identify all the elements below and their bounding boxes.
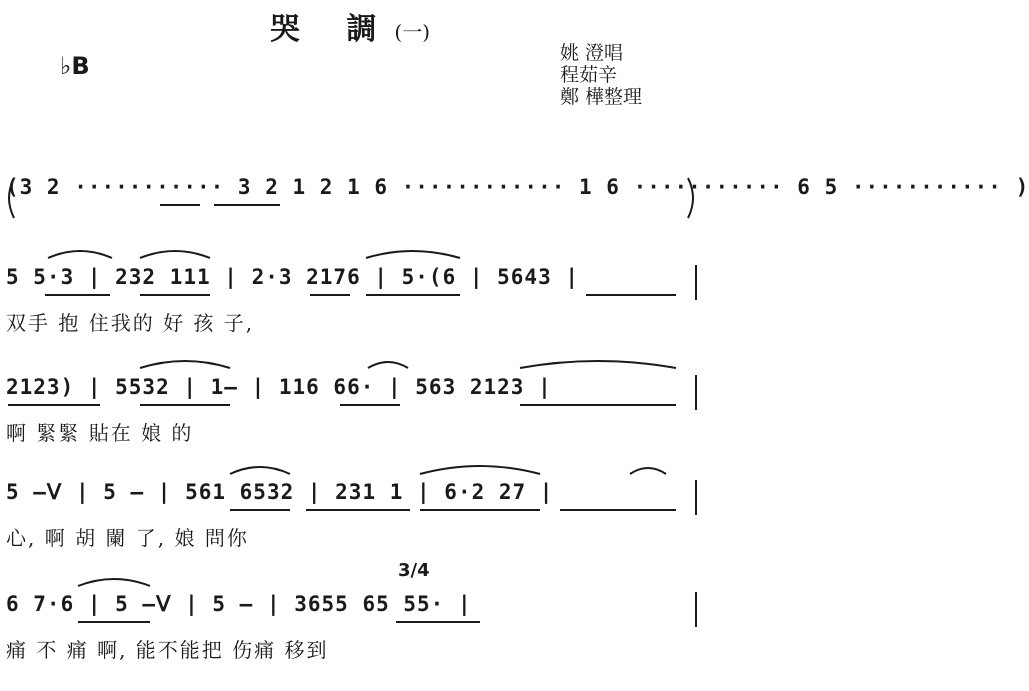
credit-arranger-1: 程茹辛 bbox=[560, 64, 618, 86]
intro-notes: (3 2 ··········· 3 2 1 2 1 6 ············ 1 6 ··········· 6 5 ··········· ) bbox=[6, 175, 1029, 199]
slur-mark bbox=[520, 361, 676, 368]
line-4-notes: 6 7·6 | 5 —ᐯ | 5 — | 3655 65 55· | bbox=[6, 592, 472, 616]
slur-mark bbox=[48, 251, 112, 258]
slur-mark bbox=[368, 362, 408, 368]
slur-mark bbox=[140, 361, 230, 368]
slur-mark bbox=[140, 251, 210, 258]
credit-arranger-2: 鄭 樺整理 bbox=[560, 86, 643, 108]
line-1-lyrics: 双手 抱 住我的 好 孩 子, bbox=[6, 311, 255, 335]
slur-mark bbox=[366, 251, 460, 258]
title-suffix: (一) bbox=[394, 20, 431, 44]
credit-singer: 姚 澄唱 bbox=[560, 42, 624, 64]
line-3-lyrics: 心, 啊 胡 闌 了, 娘 問你 bbox=[6, 526, 249, 550]
key-signature: ♭B bbox=[60, 52, 90, 80]
slur-mark bbox=[230, 467, 290, 474]
slur-mark bbox=[630, 468, 666, 474]
line-2-notes: 2123) | 5532 | 1— | 116 66· | 563 2123 | bbox=[6, 375, 552, 399]
line-3-notes: 5 —ᐯ | 5 — | 561 6532 | 231 1 | 6·2 27 | bbox=[6, 480, 554, 504]
line-1-notes: 5 5·3 | 232 111 | 2·3 2176 | 5·(6 | 5643 | bbox=[6, 265, 580, 289]
line-4-lyrics: 痛 不 痛 啊, 能不能把 伤痛 移到 bbox=[6, 638, 329, 662]
time-signature: 3/4 bbox=[398, 560, 430, 581]
bracket-mark bbox=[9, 178, 14, 218]
title-text: 哭 調 bbox=[269, 12, 395, 47]
bracket-mark bbox=[688, 178, 693, 218]
slur-mark bbox=[78, 579, 150, 586]
slur-mark bbox=[420, 466, 540, 474]
line-2-lyrics: 啊 緊緊 貼在 娘 的 bbox=[6, 421, 194, 445]
